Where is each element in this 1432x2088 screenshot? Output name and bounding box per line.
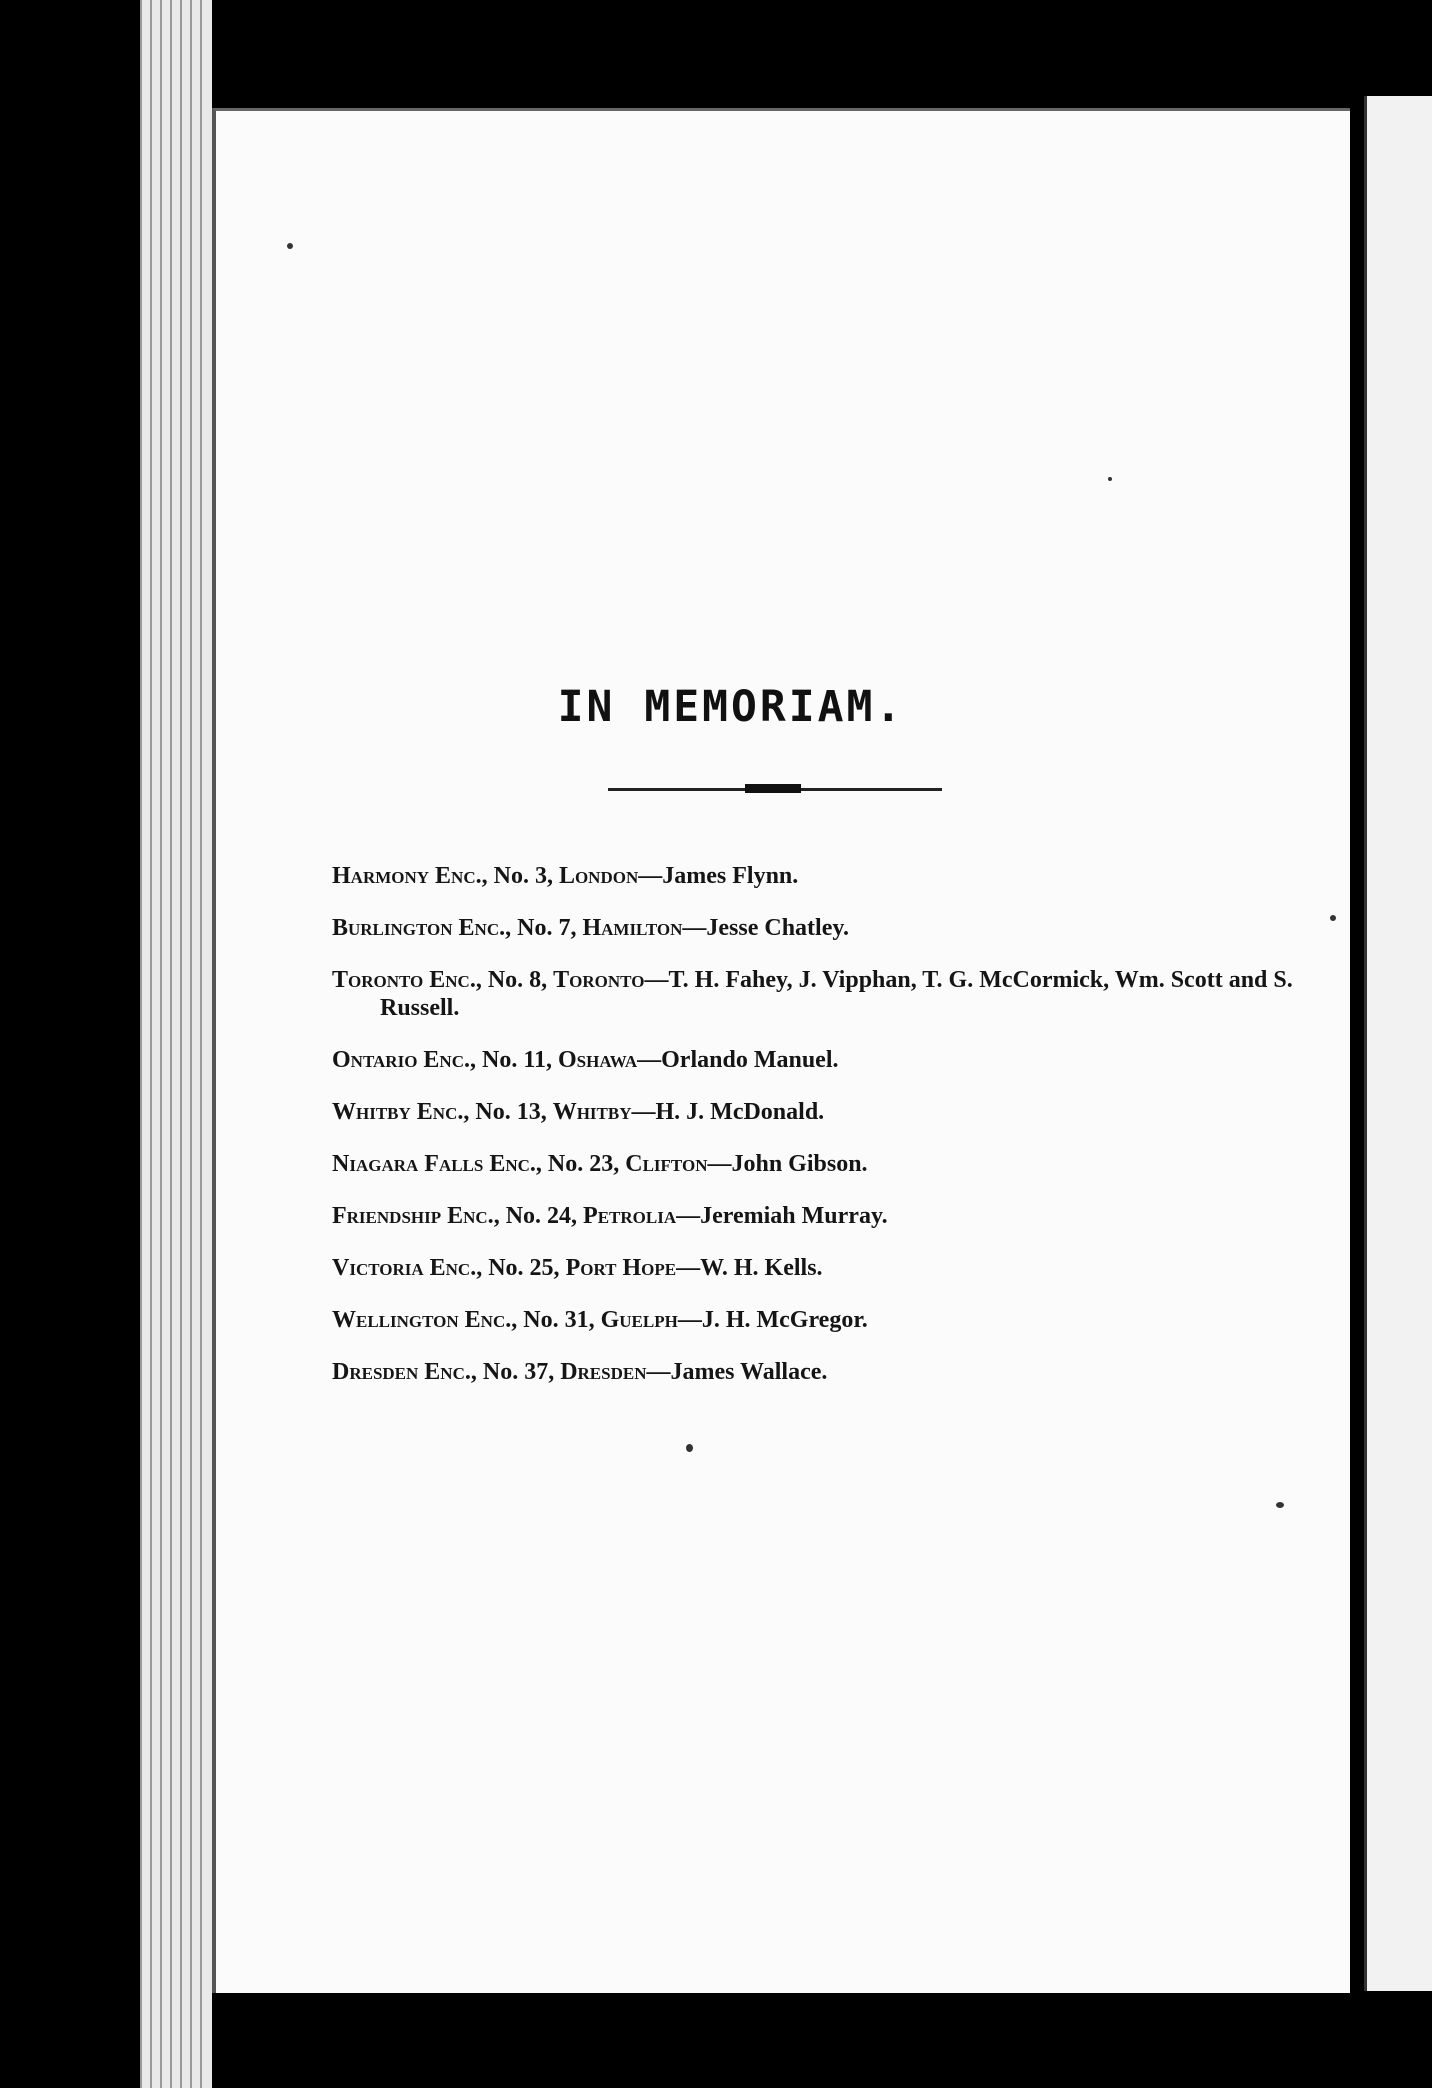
encampment-number: No. 11, [481,1047,552,1073]
page-title: IN MEMORIAM. [557,682,905,732]
facing-page-strip [1364,96,1432,1991]
deceased-names: John Gibson. [731,1151,868,1177]
encampment-place: Petrolia [583,1203,677,1229]
encampment-number: No. 25, [488,1255,560,1281]
encampment-name: Wellington Enc. [332,1307,512,1333]
encampment-name: Friendship Enc. [332,1203,494,1229]
deceased-names: Jesse Chatley. [706,915,850,941]
list-item: Victoria Enc., No. 25, Port Hope—W. H. Kells. [332,1255,823,1281]
encampment-number: No. 37, [482,1359,555,1385]
list-item: Ontario Enc., No. 11, Oshawa—Orlando Manuel. [332,1047,839,1073]
page-edge [190,0,200,2088]
encampment-name: Whitby Enc. [332,1099,464,1125]
encampment-place: Hamilton [582,915,683,941]
deceased-names: James Flynn. [662,863,799,889]
scan-speck [1330,915,1336,921]
list-item: Harmony Enc., No. 3, London—James Flynn. [332,863,799,889]
encampment-place: Toronto [553,967,645,993]
encampment-place: Clifton [625,1151,708,1177]
page-edge [170,0,180,2088]
list-item: Wellington Enc., No. 31, Guelph—J. H. McGregor. [332,1307,868,1333]
encampment-number: No. 8, [487,967,548,993]
scan-speck [287,243,293,249]
encampment-name: Niagara Falls Enc. [332,1151,536,1177]
list-item: Burlington Enc., No. 7, Hamilton—Jesse Chatley. [332,915,850,941]
deceased-names: T. H. Fahey, J. Vipphan, T. G. McCormick, Wm. Scott and S. Russell. [380,967,1293,1021]
encampment-place: London [558,863,639,889]
encampment-number: No. 31, [523,1307,595,1333]
page-edge [200,0,212,2088]
deceased-names: W. H. Kells. [700,1255,823,1281]
encampment-name: Ontario Enc. [332,1047,470,1073]
encampment-place: Dresden [560,1359,647,1385]
encampment-number: No. 7, [517,915,577,941]
list-item: Niagara Falls Enc., No. 23, Clifton—John Gibson. [332,1151,868,1177]
scan-speck [1276,1502,1284,1508]
page-edge [140,0,150,2088]
encampment-place: Oshawa [558,1047,638,1073]
encampment-place: Whitby [552,1099,632,1125]
list-item: Whitby Enc., No. 13, Whitby—H. J. McDonald. [332,1099,825,1125]
encampment-place: Port Hope [565,1255,677,1281]
deceased-names: H. J. McDonald. [655,1099,825,1125]
deceased-names: Orlando Manuel. [661,1047,839,1073]
deceased-names: J. H. McGregor. [701,1307,868,1333]
memorial-list [332,862,1312,1410]
encampment-name: Victoria Enc. [332,1255,477,1281]
encampment-name: Toronto Enc. [332,967,476,993]
page-edge [150,0,160,2088]
encampment-number: No. 13, [475,1099,547,1125]
encampment-number: No. 24, [505,1203,578,1229]
deceased-names: Jeremiah Murray. [700,1203,888,1229]
encampment-number: No. 3, [493,863,553,889]
encampment-name: Harmony Enc. [332,863,482,889]
page-edge [180,0,190,2088]
list-item: Dresden Enc., No. 37, Dresden—James Wallace. [332,1359,828,1385]
page-edge [160,0,170,2088]
scan-speck [686,1444,693,1452]
list-item: Toronto Enc., No. 8, Toronto—T. H. Fahey, J. Vipphan, T. G. McCormick, Wm. Scott and S. Russell. [332,967,1293,1021]
encampment-name: Dresden Enc. [332,1359,471,1385]
encampment-number: No. 23, [547,1151,620,1177]
list-item: Friendship Enc., No. 24, Petrolia—Jeremiah Murray. [332,1203,888,1229]
encampment-name: Burlington Enc. [332,915,506,941]
title-rule-ornament [745,784,801,793]
deceased-names: James Wallace. [670,1359,828,1385]
encampment-place: Guelph [600,1307,678,1333]
scan-speck [1108,477,1112,481]
